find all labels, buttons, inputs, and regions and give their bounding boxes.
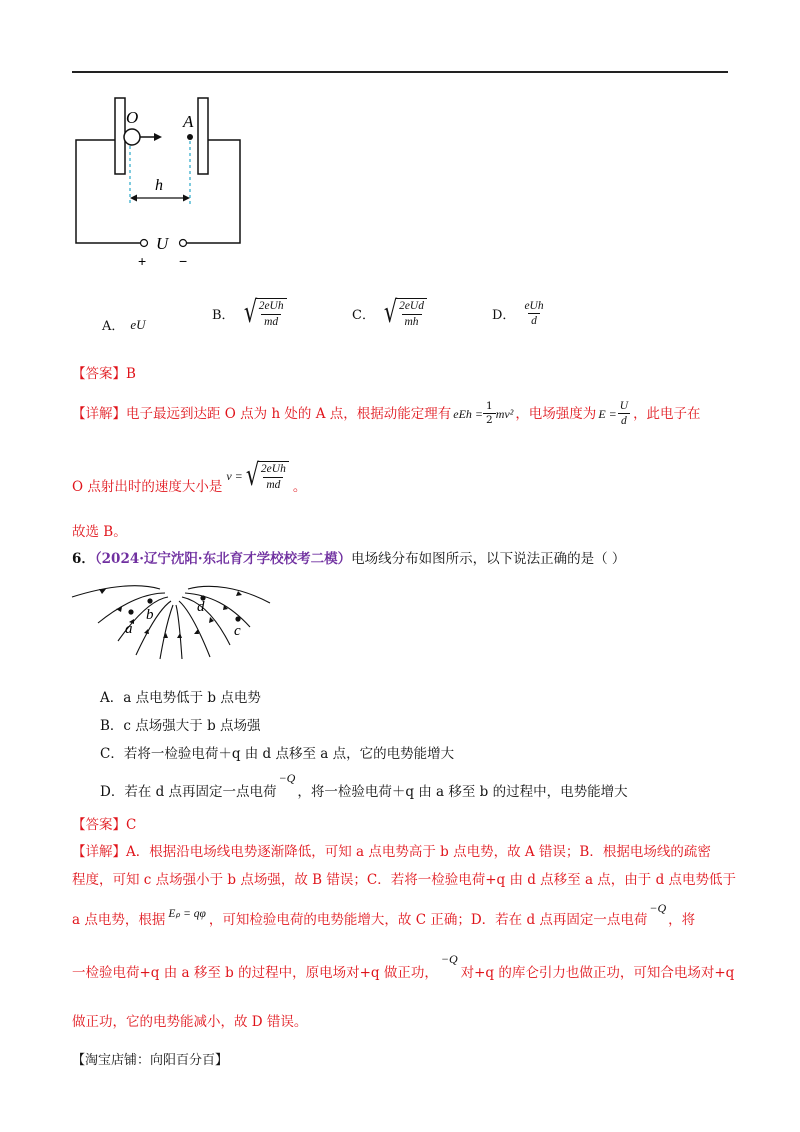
- right-plate: [198, 98, 208, 174]
- q5-conclusion: 故选 B。: [72, 524, 127, 540]
- arrowhead-1: [99, 589, 106, 594]
- q6-detail-line1: 【详解】A．根据沿电场线电势逐渐降低，可知 a 点电势高于 b 点电势，故 A 错误；B．根据电场线的疏密: [72, 844, 711, 860]
- eq-kinetic-energy: eEh = $\frac{1}{2}$ mv²: [453, 400, 514, 427]
- q6-option-C: C．若将一检验电荷＋q 由 d 点移至 a 点，它的电势能增大: [100, 746, 455, 762]
- q5-detail-line2: O 点射出时的速度大小是 v = √ $\frac{\text{2eUh}}{md}$ 。: [72, 458, 307, 495]
- right-wire: [186, 140, 240, 243]
- point-O-hole: [124, 129, 140, 145]
- label-b: b: [146, 607, 154, 623]
- q6-option-B: B．c 点场强大于 b 点场强: [100, 718, 261, 734]
- field-line-6: [176, 605, 182, 659]
- label-c: c: [234, 623, 241, 639]
- plus-terminal: [141, 240, 148, 247]
- q6-detail-line2: 程度，可知 c 点场强小于 b 点场强，故 B 错误；C．若将一检验电荷+q 由 d 点移至 a 点，由于 d 点电势低于: [72, 872, 737, 888]
- point-b-dot: [147, 598, 152, 603]
- point-a-dot: [128, 609, 133, 614]
- label-A: A: [183, 112, 194, 131]
- q5-answer: 【答案】B: [72, 366, 136, 382]
- point-A-dot: [187, 134, 193, 140]
- label-h: h: [155, 177, 163, 194]
- eq-velocity: v = √ $\frac{\text{2eUh}}{md}$: [226, 461, 288, 491]
- label-U: U: [156, 234, 169, 253]
- q6-stem: 6．（2024·辽宁沈阳·东北育才学校校考二模）电场线分布如图所示，以下说法正确的是（ ）: [72, 551, 626, 567]
- label-a: a: [125, 621, 133, 637]
- left-wire: [76, 140, 140, 243]
- q5-detail-line1: 【详解】 电子最远到达距 O 点为 h 处的 A 点，根据动能定理有 eEh = $\frac{1}{2}$ mv² ，电场强度为 E = $\frac{U}{d}$ ，此电子在: [72, 400, 701, 428]
- capacitor-circuit-figure: [70, 92, 250, 272]
- option-D: D． $\frac{\text{eUh}}{d}$: [492, 300, 544, 328]
- option-A: A． eU: [102, 316, 146, 334]
- label-d: d: [197, 599, 205, 615]
- eq-field-strength: E = $\frac{U}{d}$: [598, 400, 629, 428]
- option-B: B． √ $\frac{\text{2eUh}}{md}$: [212, 298, 287, 328]
- label-minus: −: [179, 253, 188, 269]
- option-C: C． √ $\frac{\text{2eUd}}{mh}$: [352, 298, 427, 328]
- label-plus: +: [138, 253, 147, 269]
- q6-detail-line5: 做正功，它的电势能减小，故 D 错误。: [72, 1014, 308, 1030]
- point-c-dot: [235, 616, 240, 621]
- field-line-2: [98, 593, 165, 623]
- label-O: O: [126, 108, 139, 127]
- field-line-9: [185, 593, 250, 627]
- field-lines-figure: [70, 575, 275, 660]
- q6-answer: 【答案】C: [72, 817, 137, 833]
- q6-option-D: D．若在 d 点再固定一点电荷 −Q ，将一检验电荷＋q 由 a 移至 b 的过程中，电势能增大: [100, 771, 628, 800]
- field-line-5: [160, 605, 173, 659]
- q6-detail-line3: a 点电势，根据 Eₚ = qφ ，可知检验电荷的电势能增大，故 C 正确；D．若在 d 点再固定一点电荷 −Q ，将: [72, 901, 696, 928]
- minus-terminal: [180, 240, 187, 247]
- q6-option-A: A．a 点电势低于 b 点电势: [100, 690, 261, 706]
- top-rule: [72, 71, 728, 73]
- q6-detail-line4: 一检验电荷+q 由 a 移至 b 的过程中，原电场对+q 做正功， −Q 对+q 的库仑引力也做正功，可知合电场对+q: [72, 952, 735, 981]
- footer-shop-label: 【淘宝店铺：向阳百分百】: [72, 1053, 229, 1068]
